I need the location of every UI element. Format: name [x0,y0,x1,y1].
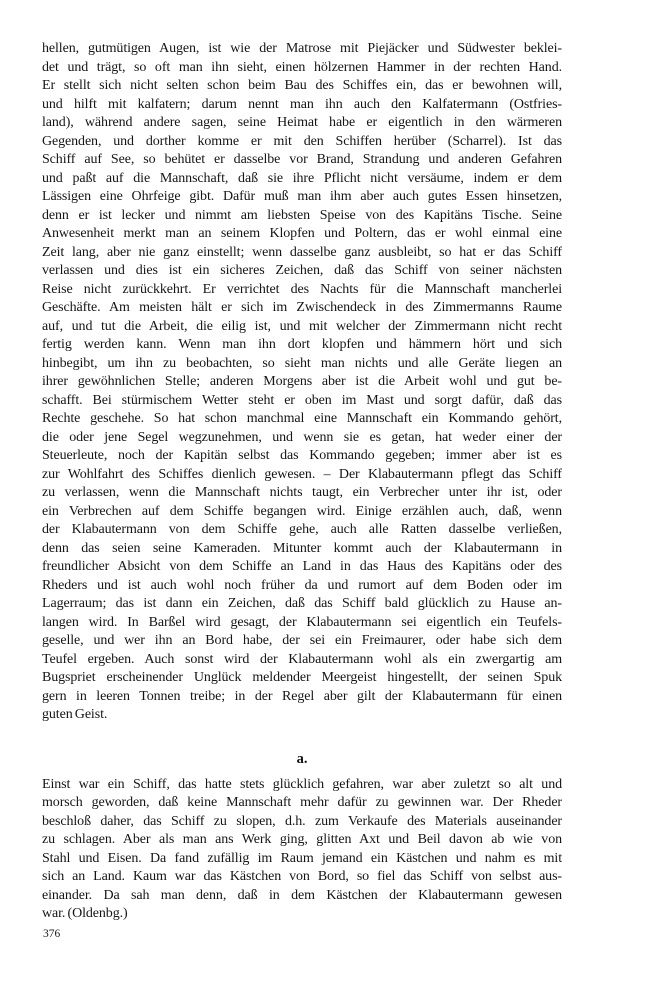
text-line: und paßt auf die Mannschaft, daß sie ihre Pflicht nicht versäume, indem er dem [42,170,562,186]
text-line: denn er ist lecker und nimmt am liebsten Speise von des Kapitäns Tische. Seine [42,207,562,223]
text-line: langen wird. In Barßel wird gesagt, der Klabautermann sei eigentlich ein Teufels- [42,614,562,630]
text-line: fertig werden kann. Wenn man ihn dort klopfen und hämmern hört und sich [42,337,562,352]
text-line: morsch geworden, daß keine Mannschaft mehr dafür zu gewinnen war. Der Rheder [42,795,562,810]
text-line: freundlicher Absicht von dem Schiffe an Land in das Haus des Kapitäns oder des [42,559,562,574]
page-body [42,40,562,924]
text-line: Bugspriet erscheinender Unglück meldender Meergeist hingestellt, der seinen Spuk [42,670,562,685]
text-line: geselle, und wer ihn an Bord habe, der sei ein Freimaurer, oder habe sich dem [42,633,562,648]
tale-paragraph-last-line: war. (Oldenbg.) [42,906,128,921]
text-line: Lagerraum; das ist dann ein Zeichen, daß das Schiff bald glücklich zu Hause an- [42,596,562,611]
text-line: sich an Land. Kaum war das Kästchen von Bord, so fiel das Schiff von selbst aus- [42,869,562,884]
text-line: Teufel ergeben. Auch sonst wird der Klabautermann wohl als ein zwergartig am [42,651,562,667]
text-line: der Klabautermann von dem Schiffe gehe, auch alle Ratten dasselbe verließen, [42,522,562,537]
text-line: zur Wohlfahrt des Schiffes dienlich gewesen. – Der Klabautermann pflegt das Schiff [42,466,562,482]
main-paragraph-last-line: guten Geist. [42,707,108,722]
text-line: Zeit lang, aber nie ganz einstellt; wenn dasselbe ganz ausbleibt, so hat er das Schiff [42,244,562,260]
text-line: zu verlassen, wenn die Mannschaft nichts taugt, ein Verbrecher unter ihr ist, oder [42,485,562,500]
main-paragraph-lines [42,40,562,706]
tale-paragraph-lines [42,776,562,906]
text-line: Einst war ein Schiff, das hatte stets glücklich gefahren, war aber zuletzt so alt und [42,776,562,792]
text-line: Steuerleute, noch der Kapitän selbst das Kommando gegeben; immer aber ist es [42,448,562,463]
text-line: schafft. Bei stürmischem Wetter steht er oben im Mast und sorgt dafür, daß das [42,392,562,408]
text-line: Er stellt sich nicht selten schon beim Bau des Schiffes ein, das er bewohnen will, [42,78,562,93]
text-line: ihrer gewöhnlichen Stelle; anderen Morgens aber ist die Arbeit wohl und gut be- [42,374,562,389]
text-line: beschloß daher, das Schiff zu slopen, d.h. zum Verkaufe des Materials auseinander [42,813,562,829]
section-heading: a. [296,750,308,767]
main-paragraph [42,40,562,725]
text-line: Stahl und Eisen. Da fand zufällig im Raum jemand ein Kästchen und nahm es mit [42,850,562,866]
text-line: Schiff auf See, so behütet er dasselbe vor Brand, Strandung und anderen Gefahren [42,152,562,167]
text-line: hinbegibt, um ihn zu beobachten, so sieht man nichts und alle Geräte liegen an [42,355,562,371]
text-line: det und trägt, so oft man ihn sieht, einen hölzernen Hammer in der rechten Hand. [42,59,562,75]
text-line: land), während andere sagen, seine Heimat habe er eigentlich in den wärmeren [42,115,562,130]
text-line: Reise nicht zurückkehrt. Er verrichtet des Nachts für die Mannschaft mancherlei [42,281,562,297]
text-line: die oder jene Segel wegzunehmen, und wenn sie es getan, hat weder einer der [42,429,562,445]
text-line: Lässigen eine Ohrfeige gibt. Dafür muß man ihm aber auch gutes Essen hinsetzen, [42,189,562,204]
tale-paragraph [42,776,562,924]
text-line: Rheders und ist auch wohl noch früher da und rumort auf dem Boden oder im [42,577,562,593]
text-line: verlassen und dies ist ein sicheres Zeichen, daß das Schiff von seiner nächsten [42,263,562,278]
page-number: 376 [43,928,61,940]
text-line: denn das seien seine Kameraden. Mitunter kommt auch der Klabautermann in [42,540,562,556]
text-line: Gegenden, und dorther komme er mit den Schiffen herüber (Scharrel). Ist das [42,133,562,149]
text-line: auf, und tut die Arbeit, die eilig ist, und mit welcher der Zimmermann nicht recht [42,318,562,334]
text-line: hellen, gutmütigen Augen, ist wie der Matrose mit Piejäcker und Südwester beklei- [42,41,562,56]
text-line: einander. Da sah man denn, daß in dem Kästchen der Klabautermann gewesen [42,887,562,903]
text-line: ein Verbrechen auf dem Schiffe begangen wird. Einige erzählen auch, daß, wenn [42,503,562,519]
text-line: Geschäfte. Am meisten hält er sich im Zwischendeck in des Zimmermanns Raume [42,300,562,315]
text-line: Anwesenheit merkt man an seinem Klopfen und Poltern, das er wohl einmal eine [42,226,562,241]
text-line: und hilft mit kalfatern; darum nennt man ihn auch den Kalfatermann (Ostfries- [42,96,562,112]
text-line: Rechte geschehe. So hat schon manchmal eine Mannschaft ein Kommando gehört, [42,411,562,426]
text-line: gern in leeren Tonnen treibe; in der Regel aber gilt der Klabautermann für einen [42,688,562,704]
text-line: zu schlagen. Aber als man ans Werk ging, glitten Axt und Beil davon ab wie von [42,832,562,847]
